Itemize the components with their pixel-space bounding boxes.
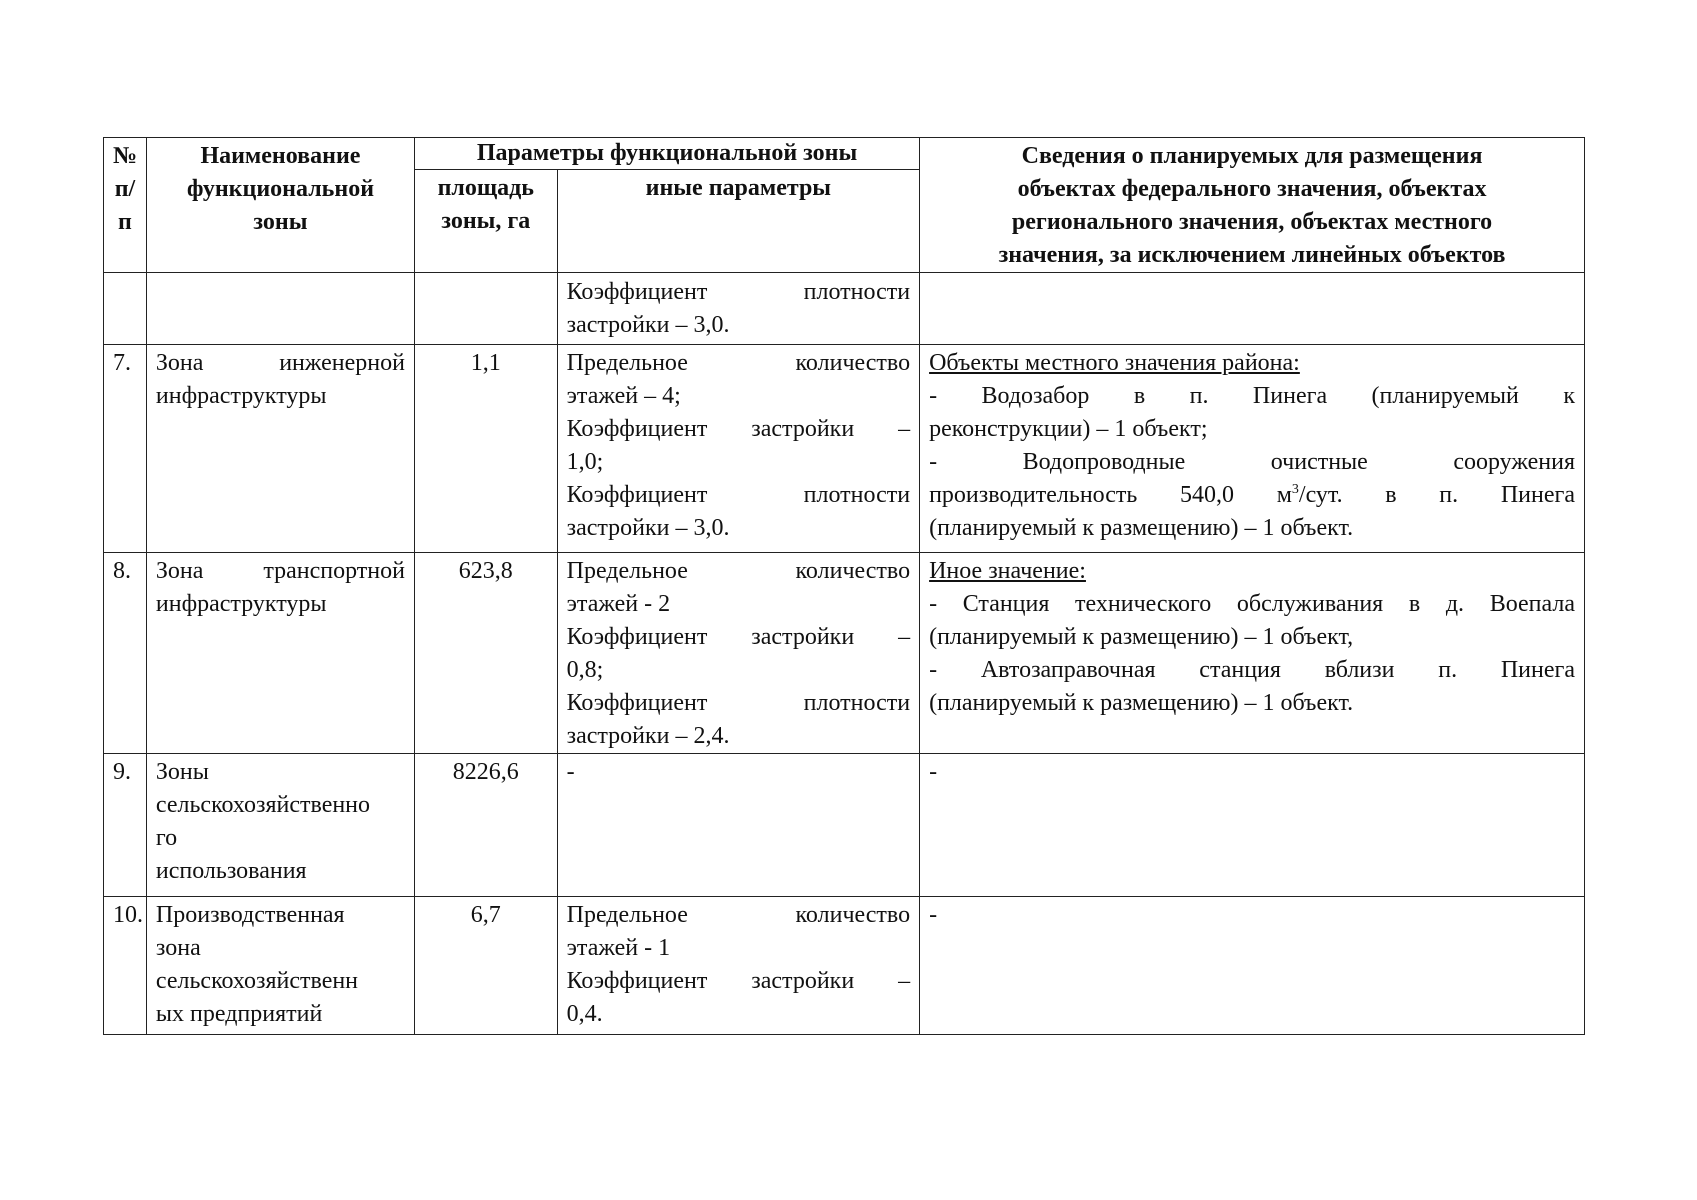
header-params-group-text: Параметры функциональной зоны xyxy=(476,140,858,166)
header-info-line: объектах федерального значения, объектах xyxy=(1017,176,1487,202)
text-line: (планируемый к размещению) – 1 объект. xyxy=(929,690,1354,716)
text-fragment: производительность 540,0 м xyxy=(929,482,1292,508)
cell-other-params xyxy=(557,345,919,553)
header-row xyxy=(104,138,1585,170)
header-area xyxy=(414,170,557,273)
text-line: Зоны xyxy=(155,759,209,785)
text-line: 0,4. xyxy=(566,1001,603,1027)
text-line: (планируемый к размещению) – 1 объект, xyxy=(929,624,1354,650)
header-num-line: п xyxy=(118,209,132,235)
cell-zone-name xyxy=(146,897,414,1035)
cell-other-params xyxy=(557,754,919,897)
header-name-line: Наименование xyxy=(200,143,361,169)
header-num-line: п/ xyxy=(114,176,136,202)
header-area-line: площадь xyxy=(437,175,534,202)
header-other-params xyxy=(557,170,919,273)
text-line: Коэффициент плотности xyxy=(566,279,911,305)
text-line: Коэффициент застройки – xyxy=(566,416,911,442)
cell-area: 6,7 xyxy=(414,897,557,1035)
cell-num xyxy=(104,273,147,345)
text-line: зона xyxy=(155,935,201,961)
text-line: инфраструктуры xyxy=(155,383,327,409)
text-line: Предельное количество xyxy=(566,350,911,376)
text-line: застройки – 3,0. xyxy=(566,312,730,338)
cell-other-params xyxy=(557,553,919,754)
header-num-line: № xyxy=(113,143,138,169)
header-info xyxy=(920,138,1585,273)
text-line: этажей - 1 xyxy=(566,935,671,961)
text-line: этажей - 2 xyxy=(566,591,671,617)
cell-area xyxy=(414,273,557,345)
header-info-line: регионального значения, объектах местного xyxy=(1011,209,1493,235)
cell-info xyxy=(920,754,1585,897)
text-line: Предельное количество xyxy=(566,902,911,928)
info-heading: Объекты местного значения района: xyxy=(929,350,1300,376)
text-line: 1,0; xyxy=(566,449,604,475)
cell-area: 623,8 xyxy=(414,553,557,754)
cell-zone-name xyxy=(146,345,414,553)
cell-zone-name xyxy=(146,754,414,897)
text-line: - xyxy=(929,902,938,928)
cell-info xyxy=(920,897,1585,1035)
text-line: Коэффициент плотности xyxy=(566,690,911,716)
text-line: ых предприятий xyxy=(155,1001,323,1027)
cell-zone-name xyxy=(146,553,414,754)
text-fragment: /сут. в п. Пинега xyxy=(1298,482,1575,508)
table-row xyxy=(104,345,1585,553)
text-line-with-sup xyxy=(929,479,1575,512)
text-line: Предельное количество xyxy=(566,558,911,584)
text-line: Коэффициент застройки – xyxy=(566,624,911,650)
cell-area: 1,1 xyxy=(414,345,557,553)
cell-info xyxy=(920,273,1585,345)
text-line: сельскохозяйственн xyxy=(155,968,359,994)
text-line: 0,8; xyxy=(566,657,604,683)
text-line: Коэффициент застройки – xyxy=(566,968,911,994)
text-line: - Водопроводные очистные сооружения xyxy=(929,449,1575,475)
header-params-group xyxy=(414,138,919,170)
text-line: сельскохозяйственно xyxy=(155,792,371,818)
text-line: го xyxy=(155,825,178,851)
functional-zones-table xyxy=(103,137,1585,1035)
cell-info xyxy=(920,553,1585,754)
text-line: (планируемый к размещению) – 1 объект. xyxy=(929,515,1354,541)
text-line: этажей – 4; xyxy=(566,383,681,409)
header-info-line: значения, за исключением линейных объектов xyxy=(998,242,1506,268)
cell-area: 8226,6 xyxy=(414,754,557,897)
header-name-line: функциональной xyxy=(186,176,375,202)
table-body xyxy=(104,273,1585,1035)
table-row xyxy=(104,273,1585,345)
text-line: использования xyxy=(155,858,307,884)
table-header xyxy=(104,138,1585,273)
text-line: - Автозаправочная станция вблизи п. Пинега xyxy=(929,657,1575,683)
text-line: - Станция технического обслуживания в д. Воепала xyxy=(929,591,1575,617)
text-line: инфраструктуры xyxy=(155,591,327,617)
text-line: - Водозабор в п. Пинега (планируемый к xyxy=(929,383,1575,409)
cell-num: 10. xyxy=(104,897,147,1035)
table-row xyxy=(104,754,1585,897)
header-name-line: зоны xyxy=(253,209,308,235)
header-num xyxy=(104,138,147,273)
text-line: Коэффициент плотности xyxy=(566,482,911,508)
text-line: Зона транспортной xyxy=(155,558,405,584)
text-line: застройки – 2,4. xyxy=(566,723,730,749)
text-line: Зона инженерной xyxy=(155,350,405,376)
cell-other-params xyxy=(557,273,919,345)
table-row xyxy=(104,553,1585,754)
text-line: Производственная xyxy=(155,902,345,928)
header-info-line: Сведения о планируемых для размещения xyxy=(1021,143,1483,169)
cell-num: 7. xyxy=(104,345,147,553)
table-row xyxy=(104,897,1585,1035)
cell-other-params xyxy=(557,897,919,1035)
cell-num: 8. xyxy=(104,553,147,754)
info-heading: Иное значение: xyxy=(929,558,1086,584)
text-line: - xyxy=(929,759,938,785)
cell-info xyxy=(920,345,1585,553)
header-area-line: зоны, га xyxy=(441,208,531,235)
text-line: - xyxy=(566,759,575,785)
header-other-text: иные параметры xyxy=(645,175,832,202)
text-line: реконструкции) – 1 объект; xyxy=(929,416,1208,442)
text-line: застройки – 3,0. xyxy=(566,515,730,541)
header-zone-name xyxy=(146,138,414,273)
cell-zone-name xyxy=(146,273,414,345)
superscript: 3 xyxy=(1291,482,1299,497)
cell-num: 9. xyxy=(104,754,147,897)
